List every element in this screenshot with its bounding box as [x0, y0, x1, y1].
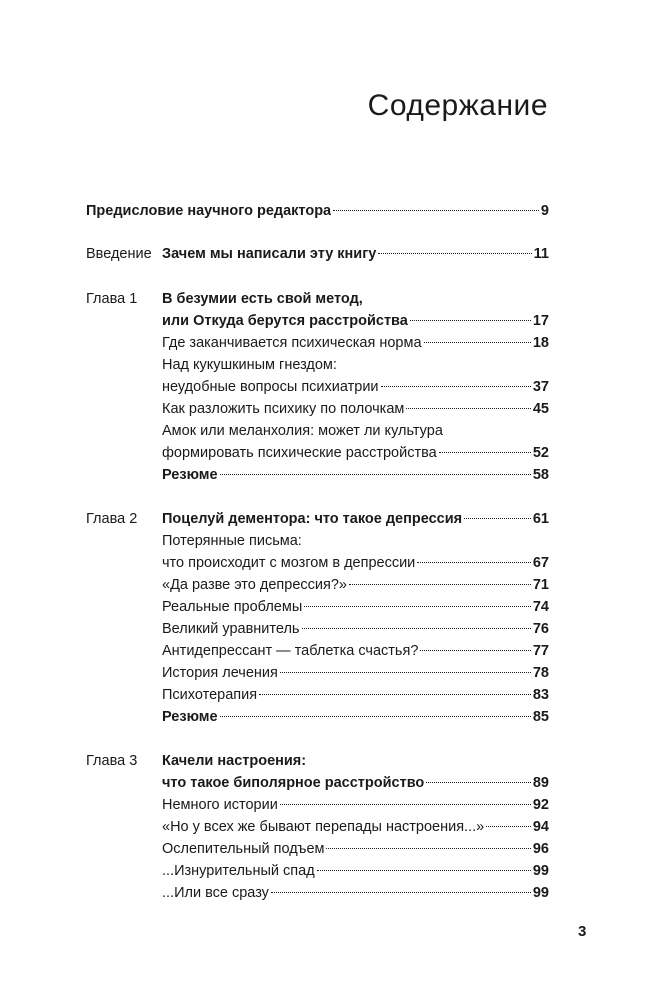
toc-page-number: 18 — [532, 335, 549, 351]
dot-leader — [381, 386, 531, 387]
toc-entry[interactable] — [162, 442, 549, 464]
toc-entry[interactable] — [162, 574, 549, 596]
toc-entry[interactable] — [162, 618, 549, 640]
toc-page-number: 45 — [532, 401, 549, 417]
toc-entry-title: неудобные вопросы психиатрии — [162, 379, 379, 395]
chapter-3-label: Глава 3 — [86, 753, 138, 769]
toc-entry[interactable] — [162, 398, 549, 420]
dot-leader — [259, 694, 531, 695]
dot-leader — [220, 716, 531, 717]
dot-leader — [333, 210, 539, 211]
dot-leader — [271, 892, 531, 893]
toc-entry-title: Психотерапия — [162, 687, 258, 703]
toc-page-number: 61 — [532, 511, 549, 527]
dot-leader — [420, 650, 530, 651]
dot-leader — [486, 826, 531, 827]
toc-page-number: 83 — [532, 687, 549, 703]
page-number: 3 — [578, 923, 587, 940]
toc-page-number: 67 — [532, 555, 549, 571]
toc-entry-summary[interactable] — [162, 706, 549, 728]
dot-leader — [280, 672, 531, 673]
chapter-3-title-line1: Качели настроения: — [162, 753, 307, 769]
toc-entry[interactable] — [162, 596, 549, 618]
dot-leader — [410, 320, 531, 321]
toc-entry-title: формировать психические расстройства — [162, 445, 437, 461]
toc-page-number: 74 — [532, 599, 549, 615]
toc-entry[interactable] — [162, 332, 549, 354]
toc-page-number: 78 — [532, 665, 549, 681]
dot-leader — [464, 518, 531, 519]
toc-entry-title: Как разложить психику по полочкам — [162, 401, 405, 417]
toc-entry[interactable] — [162, 662, 549, 684]
toc-entry-title-line1: Потерянные письма: — [162, 533, 302, 549]
toc-page-number: 11 — [533, 246, 549, 262]
toc-page-number: 99 — [532, 863, 549, 879]
dot-leader — [349, 584, 531, 585]
toc-page-number: 77 — [532, 643, 549, 659]
toc-entry[interactable] — [162, 816, 549, 838]
toc-entry-title: История лечения — [162, 665, 278, 681]
toc-entry-preface[interactable] — [86, 200, 549, 222]
toc-entry-title: Поцелуй дементора: что такое депрессия — [162, 511, 463, 527]
toc-entry-title: что такое биполярное расстройство — [162, 775, 425, 791]
toc-entry-title-line1: Амок или меланхолия: может ли культура — [162, 423, 443, 439]
toc-entry-chapter-1[interactable] — [162, 310, 549, 332]
toc-entry-chapter-2[interactable] — [162, 508, 549, 530]
toc-page-number: 76 — [532, 621, 549, 637]
intro-label: Введение — [86, 246, 152, 262]
dot-leader — [220, 474, 531, 475]
toc-entry[interactable] — [162, 552, 549, 574]
toc-entry-title: Где заканчивается психическая норма — [162, 335, 422, 351]
toc-entry-title: Антидепрессант — таблетка счастья? — [162, 643, 419, 659]
toc-entry[interactable] — [162, 860, 549, 882]
toc-page-number: 37 — [532, 379, 549, 395]
dot-leader — [326, 848, 530, 849]
toc-entry-title-line1: Над кукушкиным гнездом: — [162, 357, 337, 373]
toc-entry-title: Великий уравнитель — [162, 621, 300, 637]
toc-entry-title: Немного истории — [162, 797, 278, 813]
toc-page-number: 99 — [532, 885, 549, 901]
toc-entry[interactable] — [162, 640, 549, 662]
toc-page-number: 89 — [532, 775, 549, 791]
toc-entry-title: Ослепительный подъем — [162, 841, 325, 857]
toc-page-number: 85 — [532, 709, 549, 725]
toc-entry[interactable] — [162, 794, 549, 816]
chapter-1-title-line1: В безумии есть свой метод, — [162, 291, 363, 307]
toc-page-number: 52 — [532, 445, 549, 461]
page-heading: Содержание — [367, 89, 548, 122]
toc-entry-intro[interactable] — [162, 243, 549, 265]
toc-page-number: 96 — [532, 841, 549, 857]
dot-leader — [439, 452, 531, 453]
toc-entry[interactable] — [162, 882, 549, 904]
dot-leader — [417, 562, 531, 563]
toc-entry-title: «Но у всех же бывают перепады настроения...» — [162, 819, 485, 835]
toc-entry-title: или Откуда берутся расстройства — [162, 313, 408, 329]
dot-leader — [280, 804, 531, 805]
toc-page-number: 92 — [532, 797, 549, 813]
toc-entry-title: ...Изнурительный спад — [162, 863, 315, 879]
toc-entry-title: Зачем мы написали эту книгу — [162, 246, 377, 262]
toc-entry-title: Предисловие научного редактора — [86, 203, 332, 219]
dot-leader — [378, 253, 531, 254]
toc-entry[interactable] — [162, 838, 549, 860]
dot-leader — [317, 870, 531, 871]
toc-entry-title: Реальные проблемы — [162, 599, 303, 615]
toc-entry-chapter-3[interactable] — [162, 772, 549, 794]
dot-leader — [302, 628, 531, 629]
chapter-1-label: Глава 1 — [86, 291, 138, 307]
toc-entry[interactable] — [162, 684, 549, 706]
toc-page-number: 71 — [532, 577, 549, 593]
toc-entry-summary[interactable] — [162, 464, 549, 486]
dot-leader — [304, 606, 531, 607]
toc-entry-title: Резюме — [162, 709, 218, 725]
toc-page-number: 17 — [532, 313, 549, 329]
toc-entry-title: Резюме — [162, 467, 218, 483]
toc-page-number: 9 — [540, 203, 549, 219]
dot-leader — [424, 342, 531, 343]
toc-entry[interactable] — [162, 376, 549, 398]
toc-page-number: 58 — [532, 467, 549, 483]
chapter-2-label: Глава 2 — [86, 511, 138, 527]
toc-entry-title: «Да разве это депрессия?» — [162, 577, 347, 593]
dot-leader — [406, 408, 530, 409]
dot-leader — [426, 782, 531, 783]
toc-page-number: 94 — [532, 819, 549, 835]
toc-entry-title: что происходит с мозгом в депрессии — [162, 555, 416, 571]
toc-entry-title: ...Или все сразу — [162, 885, 269, 901]
